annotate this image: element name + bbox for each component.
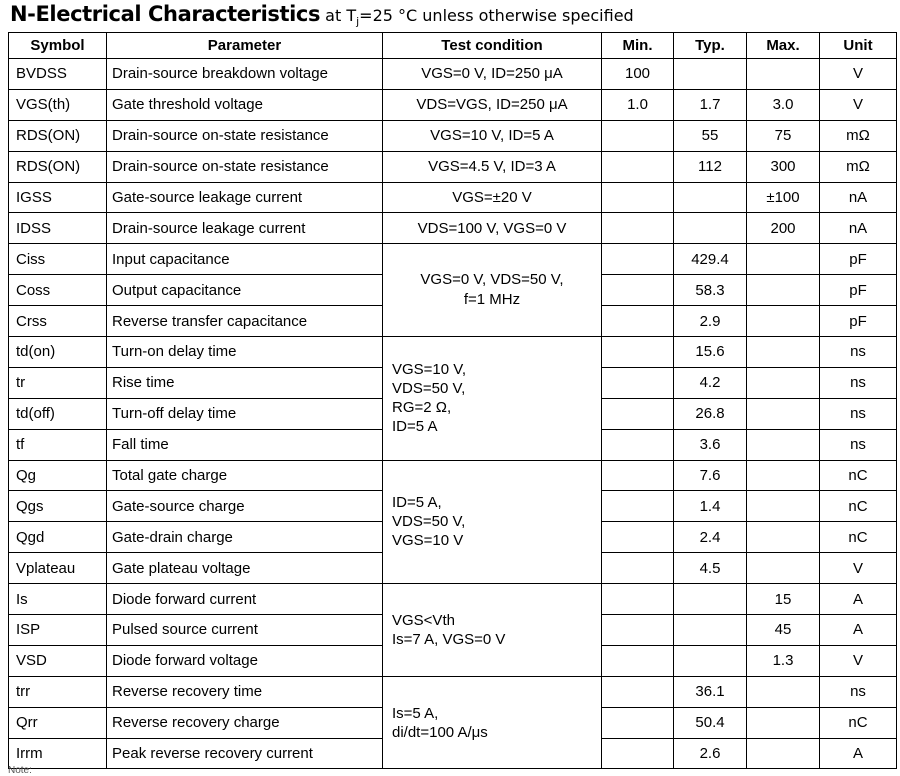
cell-typ: 429.4 bbox=[674, 244, 747, 275]
cell-symbol: Qrr bbox=[9, 707, 107, 738]
cell-parameter: Turn-off delay time bbox=[107, 398, 383, 429]
cell-max: 45 bbox=[747, 615, 820, 646]
header-row bbox=[9, 33, 897, 59]
condition-line: VDS=50 V, bbox=[392, 513, 466, 531]
cell-typ: 26.8 bbox=[674, 398, 747, 429]
title-condition: at $T_j=25$ °C unless otherwise specified bbox=[325, 6, 634, 29]
characteristics-table bbox=[8, 32, 897, 769]
cell-unit: pF bbox=[820, 306, 897, 337]
cell-condition: VGS=10 V, ID=5 A bbox=[383, 120, 602, 151]
cell-symbol: BVDSS bbox=[9, 59, 107, 90]
cell-typ: 50.4 bbox=[674, 707, 747, 738]
cell-unit: pF bbox=[820, 244, 897, 275]
cell-parameter: Diode forward voltage bbox=[107, 645, 383, 676]
cell-typ bbox=[674, 645, 747, 676]
cell-min bbox=[602, 244, 674, 275]
cell-min bbox=[602, 707, 674, 738]
cell-condition-merged bbox=[383, 676, 602, 769]
cell-typ: 112 bbox=[674, 151, 747, 182]
cell-symbol: Vplateau bbox=[9, 553, 107, 584]
cell-max bbox=[747, 337, 820, 368]
cell-max bbox=[747, 244, 820, 275]
cell-min bbox=[602, 553, 674, 584]
cell-unit: A bbox=[820, 584, 897, 615]
table-row bbox=[9, 89, 897, 120]
cell-max bbox=[747, 738, 820, 769]
cell-unit: nA bbox=[820, 213, 897, 244]
cell-unit: V bbox=[820, 645, 897, 676]
cell-unit: nA bbox=[820, 182, 897, 213]
cell-parameter: Pulsed source current bbox=[107, 615, 383, 646]
cell-min bbox=[602, 491, 674, 522]
cell-typ: 3.6 bbox=[674, 429, 747, 460]
cell-max: 3.0 bbox=[747, 89, 820, 120]
cell-parameter: Total gate charge bbox=[107, 460, 383, 491]
title-main: N-Electrical Characteristics bbox=[10, 2, 321, 26]
cell-symbol: Qgd bbox=[9, 522, 107, 553]
cell-unit: A bbox=[820, 615, 897, 646]
cell-unit: nC bbox=[820, 522, 897, 553]
cell-min bbox=[602, 213, 674, 244]
cell-min bbox=[602, 182, 674, 213]
cell-parameter: Output capacitance bbox=[107, 275, 383, 306]
footnote: Note: bbox=[8, 765, 32, 776]
table-row bbox=[9, 120, 897, 151]
table-row bbox=[9, 584, 897, 615]
cell-unit: V bbox=[820, 89, 897, 120]
cell-max bbox=[747, 707, 820, 738]
cell-typ: 2.4 bbox=[674, 522, 747, 553]
cell-typ bbox=[674, 584, 747, 615]
cell-min bbox=[602, 460, 674, 491]
cell-parameter: Input capacitance bbox=[107, 244, 383, 275]
cell-unit: V bbox=[820, 553, 897, 584]
cell-min bbox=[602, 367, 674, 398]
cell-symbol: tr bbox=[9, 367, 107, 398]
cell-symbol: trr bbox=[9, 676, 107, 707]
cell-condition-merged bbox=[383, 460, 602, 584]
cell-min bbox=[602, 584, 674, 615]
cell-typ bbox=[674, 615, 747, 646]
condition-line: f=1 MHz bbox=[463, 291, 521, 309]
header-parameter: Parameter bbox=[107, 33, 383, 59]
cell-typ: 2.9 bbox=[674, 306, 747, 337]
cell-max bbox=[747, 676, 820, 707]
cell-symbol: IGSS bbox=[9, 182, 107, 213]
cell-min bbox=[602, 337, 674, 368]
cell-unit: nC bbox=[820, 491, 897, 522]
cell-max bbox=[747, 491, 820, 522]
condition-line: Is=5 A, bbox=[392, 704, 439, 722]
cell-parameter: Drain-source on-state resistance bbox=[107, 120, 383, 151]
cell-max bbox=[747, 522, 820, 553]
cell-typ: 36.1 bbox=[674, 676, 747, 707]
cell-parameter: Gate plateau voltage bbox=[107, 553, 383, 584]
cell-condition-merged bbox=[383, 244, 602, 337]
cell-symbol: td(on) bbox=[9, 337, 107, 368]
cell-unit: ns bbox=[820, 398, 897, 429]
cell-max bbox=[747, 367, 820, 398]
cell-unit: nC bbox=[820, 460, 897, 491]
cell-symbol: Qg bbox=[9, 460, 107, 491]
header-typ: Typ. bbox=[674, 33, 747, 59]
cell-min bbox=[602, 738, 674, 769]
cell-parameter: Reverse transfer capacitance bbox=[107, 306, 383, 337]
cell-symbol: Crss bbox=[9, 306, 107, 337]
condition-line: VGS=0 V, VDS=50 V, bbox=[420, 271, 564, 289]
cell-condition-merged bbox=[383, 584, 602, 677]
cell-max bbox=[747, 306, 820, 337]
cell-symbol: VSD bbox=[9, 645, 107, 676]
cell-typ: 2.6 bbox=[674, 738, 747, 769]
cell-symbol: Irrm bbox=[9, 738, 107, 769]
section-title bbox=[10, 2, 634, 28]
condition-line: VDS=50 V, bbox=[392, 380, 466, 398]
header-unit: Unit bbox=[820, 33, 897, 59]
cell-max: 200 bbox=[747, 213, 820, 244]
cell-max bbox=[747, 59, 820, 90]
cell-symbol: ISP bbox=[9, 615, 107, 646]
table-row bbox=[9, 182, 897, 213]
cell-condition: VGS=±20 V bbox=[383, 182, 602, 213]
cell-parameter: Rise time bbox=[107, 367, 383, 398]
cell-parameter: Drain-source leakage current bbox=[107, 213, 383, 244]
table-row bbox=[9, 244, 897, 275]
cell-parameter: Gate-source leakage current bbox=[107, 182, 383, 213]
cell-symbol: Ciss bbox=[9, 244, 107, 275]
cell-parameter: Gate threshold voltage bbox=[107, 89, 383, 120]
cell-parameter: Peak reverse recovery current bbox=[107, 738, 383, 769]
cell-condition-merged bbox=[383, 337, 602, 461]
cell-symbol: Qgs bbox=[9, 491, 107, 522]
cell-typ: 58.3 bbox=[674, 275, 747, 306]
cell-min bbox=[602, 615, 674, 646]
condition-line: di/dt=100 A/μs bbox=[392, 723, 488, 741]
cell-max: 75 bbox=[747, 120, 820, 151]
cell-condition: VDS=100 V, VGS=0 V bbox=[383, 213, 602, 244]
cell-typ: 1.7 bbox=[674, 89, 747, 120]
cell-min bbox=[602, 306, 674, 337]
cell-max bbox=[747, 429, 820, 460]
cell-min bbox=[602, 275, 674, 306]
cell-max: ±100 bbox=[747, 182, 820, 213]
header-condition: Test condition bbox=[383, 33, 602, 59]
table-row bbox=[9, 151, 897, 182]
cell-unit: mΩ bbox=[820, 120, 897, 151]
cell-unit: pF bbox=[820, 275, 897, 306]
cell-max bbox=[747, 275, 820, 306]
header-max: Max. bbox=[747, 33, 820, 59]
table-row bbox=[9, 460, 897, 491]
cell-symbol: tf bbox=[9, 429, 107, 460]
condition-line: VGS=10 V bbox=[392, 532, 464, 550]
header-symbol: Symbol bbox=[9, 33, 107, 59]
cell-min bbox=[602, 151, 674, 182]
cell-min bbox=[602, 120, 674, 151]
cell-min: 100 bbox=[602, 59, 674, 90]
cell-typ: 15.6 bbox=[674, 337, 747, 368]
cell-min: 1.0 bbox=[602, 89, 674, 120]
table-row bbox=[9, 59, 897, 90]
cell-unit: ns bbox=[820, 676, 897, 707]
cell-min bbox=[602, 676, 674, 707]
cell-symbol: Is bbox=[9, 584, 107, 615]
cell-max bbox=[747, 553, 820, 584]
cell-typ: 1.4 bbox=[674, 491, 747, 522]
condition-line: RG=2 Ω, bbox=[392, 399, 452, 417]
condition-line: ID=5 A, bbox=[392, 494, 442, 512]
cell-typ: 4.5 bbox=[674, 553, 747, 584]
cell-max bbox=[747, 460, 820, 491]
cell-symbol: RDS(ON) bbox=[9, 120, 107, 151]
cell-condition: VDS=VGS, ID=250 μA bbox=[383, 89, 602, 120]
cell-symbol: VGS(th) bbox=[9, 89, 107, 120]
cell-symbol: RDS(ON) bbox=[9, 151, 107, 182]
cell-symbol: Coss bbox=[9, 275, 107, 306]
cell-unit: ns bbox=[820, 429, 897, 460]
cell-parameter: Drain-source breakdown voltage bbox=[107, 59, 383, 90]
cell-typ bbox=[674, 213, 747, 244]
table-row bbox=[9, 676, 897, 707]
table-row bbox=[9, 337, 897, 368]
cell-typ: 7.6 bbox=[674, 460, 747, 491]
header-min: Min. bbox=[602, 33, 674, 59]
cell-parameter: Drain-source on-state resistance bbox=[107, 151, 383, 182]
cell-unit: A bbox=[820, 738, 897, 769]
cell-symbol: td(off) bbox=[9, 398, 107, 429]
cell-parameter: Reverse recovery time bbox=[107, 676, 383, 707]
cell-parameter: Reverse recovery charge bbox=[107, 707, 383, 738]
cell-unit: ns bbox=[820, 367, 897, 398]
condition-line: VGS=10 V, bbox=[392, 361, 467, 379]
condition-line: Is=7 A, VGS=0 V bbox=[392, 630, 506, 648]
condition-line: ID=5 A bbox=[392, 418, 438, 436]
cell-parameter: Gate-drain charge bbox=[107, 522, 383, 553]
cell-typ bbox=[674, 59, 747, 90]
cell-min bbox=[602, 429, 674, 460]
cell-parameter: Diode forward current bbox=[107, 584, 383, 615]
cell-min bbox=[602, 645, 674, 676]
cell-unit: mΩ bbox=[820, 151, 897, 182]
cell-condition: VGS=4.5 V, ID=3 A bbox=[383, 151, 602, 182]
cell-max: 300 bbox=[747, 151, 820, 182]
condition-line: VGS<Vth bbox=[392, 611, 455, 629]
cell-parameter: Fall time bbox=[107, 429, 383, 460]
cell-symbol: IDSS bbox=[9, 213, 107, 244]
cell-parameter: Turn-on delay time bbox=[107, 337, 383, 368]
cell-max bbox=[747, 398, 820, 429]
cell-typ bbox=[674, 182, 747, 213]
cell-min bbox=[602, 398, 674, 429]
cell-typ: 55 bbox=[674, 120, 747, 151]
cell-max: 1.3 bbox=[747, 645, 820, 676]
cell-min bbox=[602, 522, 674, 553]
cell-max: 15 bbox=[747, 584, 820, 615]
cell-typ: 4.2 bbox=[674, 367, 747, 398]
cell-unit: nC bbox=[820, 707, 897, 738]
cell-parameter: Gate-source charge bbox=[107, 491, 383, 522]
cell-condition: VGS=0 V, ID=250 μA bbox=[383, 59, 602, 90]
cell-unit: ns bbox=[820, 337, 897, 368]
cell-unit: V bbox=[820, 59, 897, 90]
table-row bbox=[9, 213, 897, 244]
